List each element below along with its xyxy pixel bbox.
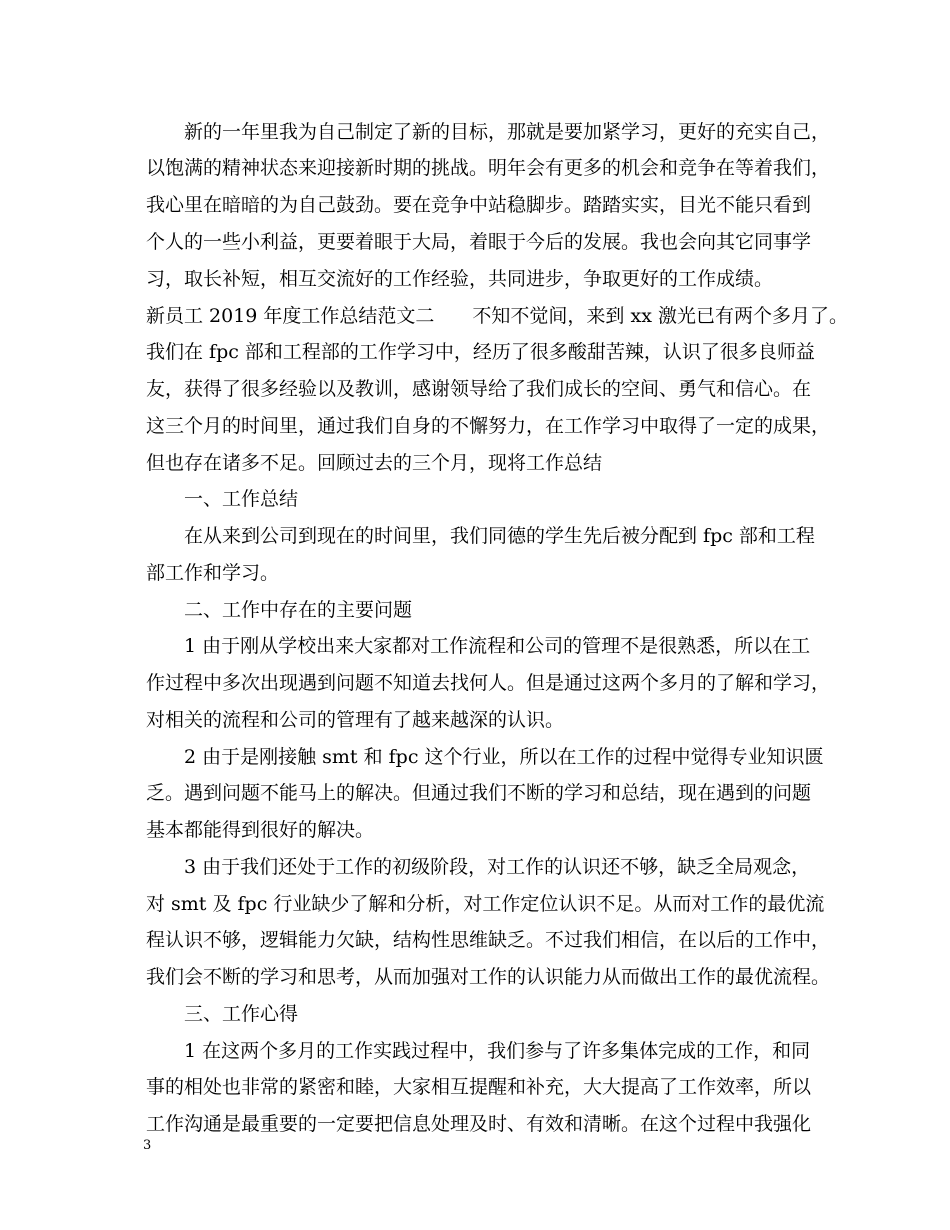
section-heading: 三、工作心得 (184, 1003, 299, 1025)
text-line: 在从来到公司到现在的时间里，我们同德的学生先后被分配到 fpc 部和工程 (184, 525, 815, 547)
text-line: 作过程中多次出现遇到问题不知道去找何人。但是通过这两个多月的了解和学习， (146, 672, 831, 694)
text-line: 以饱满的精神状态来迎接新时期的挑战。明年会有更多的机会和竞争在等着我们， (146, 157, 831, 179)
text-line: 但也存在诸多不足。回顾过去的三个月，现将工作总结 (146, 452, 603, 474)
text-line: 基本都能得到很好的解决。 (146, 819, 375, 841)
text-line: 我心里在暗暗的为自己鼓劲。要在竞争中站稳脚步。踏踏实实，目光不能只看到 (146, 194, 812, 216)
text-line: 程认识不够，逻辑能力欠缺，结构性思维缺乏。不过我们相信，在以后的工作中， (146, 929, 831, 951)
text-line: 这三个月的时间里，通过我们自身的不懈努力，在工作学习中取得了一定的成果， (146, 415, 831, 437)
text-line: 新的一年里我为自己制定了新的目标，那就是要加紧学习，更好的充实自己， (184, 121, 831, 143)
text-line: 习，取长补短，相互交流好的工作经验，共同进步，争取更好的工作成绩。 (146, 268, 774, 290)
text-line: 事的相处也非常的紧密和睦，大家相互提醒和补充，大大提高了工作效率，所以 (146, 1076, 812, 1098)
text-line: 乏。遇到问题不能马上的解决。但通过我们不断的学习和总结，现在遇到的问题 (146, 782, 812, 804)
text-line: 1 由于刚从学校出来大家都对工作流程和公司的管理不是很熟悉，所以在工 (184, 635, 811, 657)
text-line: 3 由于我们还处于工作的初级阶段，对工作的认识还不够，缺乏全局观念， (184, 856, 811, 878)
text-line: 部工作和学习。 (146, 562, 280, 584)
text-line: 对相关的流程和公司的管理有了越来越深的认识。 (146, 709, 565, 731)
text-line: 对 smt 及 fpc 行业缺少了解和分析，对工作定位认识不足。从而对工作的最优流 (146, 893, 825, 915)
text-line: 我们在 fpc 部和工程部的工作学习中，经历了很多酸甜苦辣，认识了很多良师益 (146, 341, 815, 363)
text-line: 2 由于是刚接触 smt 和 fpc 这个行业，所以在工作的过程中觉得专业知识匮 (184, 746, 824, 768)
section-heading: 一、工作总结 (184, 488, 299, 510)
page-number: 3 (143, 1138, 152, 1153)
text-line: 工作沟通是最重要的一定要把信息处理及时、有效和清晰。在这个过程中我强化 (146, 1113, 812, 1135)
text-line: 我们会不断的学习和思考，从而加强对工作的认识能力从而做出工作的最优流程。 (146, 966, 831, 988)
section-heading: 二、工作中存在的主要问题 (184, 599, 413, 621)
text-line: 友，获得了很多经验以及教训，感谢领导给了我们成长的空间、勇气和信心。在 (146, 378, 812, 400)
text-line: 个人的一些小利益，更要着眼于大局，着眼于今后的发展。我也会向其它同事学 (146, 231, 812, 253)
text-line: 1 在这两个多月的工作实践过程中，我们参与了许多集体完成的工作，和同 (184, 1040, 811, 1062)
section-heading-line: 新员工 2019 年度工作总结范文二 不知不觉间，来到 xx 激光已有两个多月了。 (146, 305, 848, 327)
